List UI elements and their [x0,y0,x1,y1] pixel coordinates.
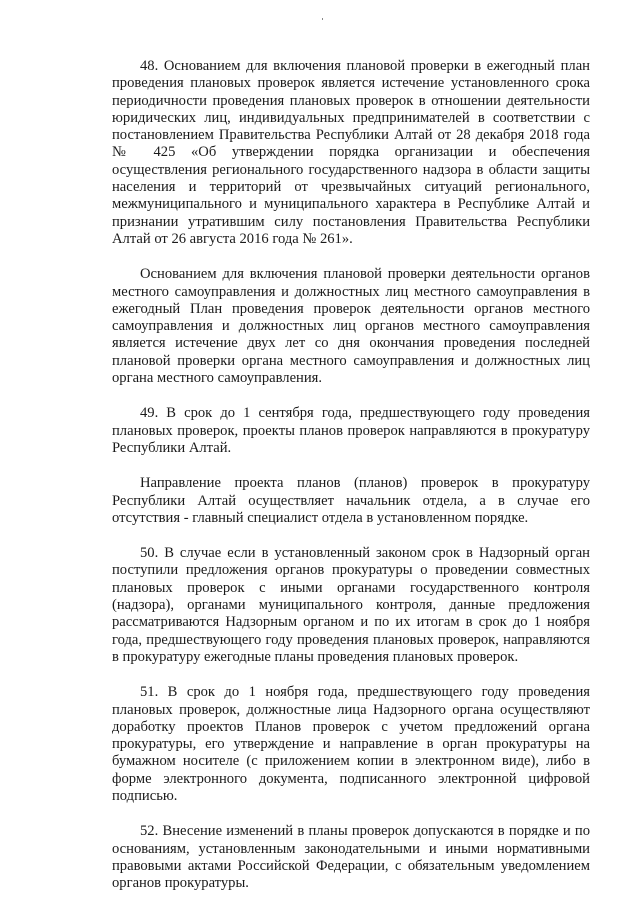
paragraph-48-local-government: Основанием для включения плановой проверки деятельности органов местного самоуправления и должностных лиц местного самоуправления в ежегодный План проведения проверок деятельности органов местного самоуправления и должностных лиц органов местного самоуправления является истечение двух лет со дня окончания проведения последней плановой проверки органа местного самоуправления и должностных лиц органа местного самоуправления. [112,266,590,387]
paragraph-50: 50. В случае если в установленный законом срок в Надзорный орган поступили предложения органов прокуратуры о проведении совместных плановых проверок с иными органами государственного контроля (надзора), органами муниципального контроля, данные предложения рассматриваются Надзорным органом и по их итогам в срок до 1 ноября года, предшествующего году проведения плановых проверок, направляются в прокуратуру ежегодные планы проведения плановых проверок. [112,545,590,665]
paragraph-52: 52. Внесение изменений в планы проверок допускаются в порядке и по основаниям, установленным законодательными и иными нормативными правовыми актами Российской Федерации, с обязательным уведомлением органов прокуратуры. [112,823,590,892]
document-body [112,58,590,910]
paragraph-49-submission: Направление проекта планов (планов) проверок в прокуратуру Республики Алтай осуществляет начальник отдела, а в случае его отсутствия - главный специалист отдела в установленном порядке. [112,475,590,526]
paragraph-48: 48. Основанием для включения плановой проверки в ежегодный план проведения плановых проверок является истечение установленного срока периодичности проведения плановых проверок в отношении деятельности юридических лиц, индивидуальных предпринимателей в соответствии с постановлением Правительства Республики Алтай от 28 декабря 2018 года № 425 «Об утверждении порядка организации и обеспечения осуществления регионального государственного надзора в области защиты населения и территорий от чрезвычайных ситуаций регионального, межмуниципального и муниципального характера в Республике Алтай и признании утратившим силу постановления Правительства Республики Алтай от 26 августа 2016 года № 261». [112,58,590,247]
paragraph-49: 49. В срок до 1 сентября года, предшествующего году проведения плановых проверок, проекты планов проверок направляются в прокуратуру Республики Алтай. [112,405,590,456]
page-mark [322,18,323,20]
paragraph-51: 51. В срок до 1 ноября года, предшествующего году проведения плановых проверок, должностные лица Надзорного органа осуществляют доработку проектов Планов проверок с учетом предложений органа прокуратуры, его утверждение и направление в орган прокуратуры на бумажном носителе (с приложением копии в электронном виде), либо в форме электронного документа, подписанного электронной цифровой подписью. [112,684,590,804]
